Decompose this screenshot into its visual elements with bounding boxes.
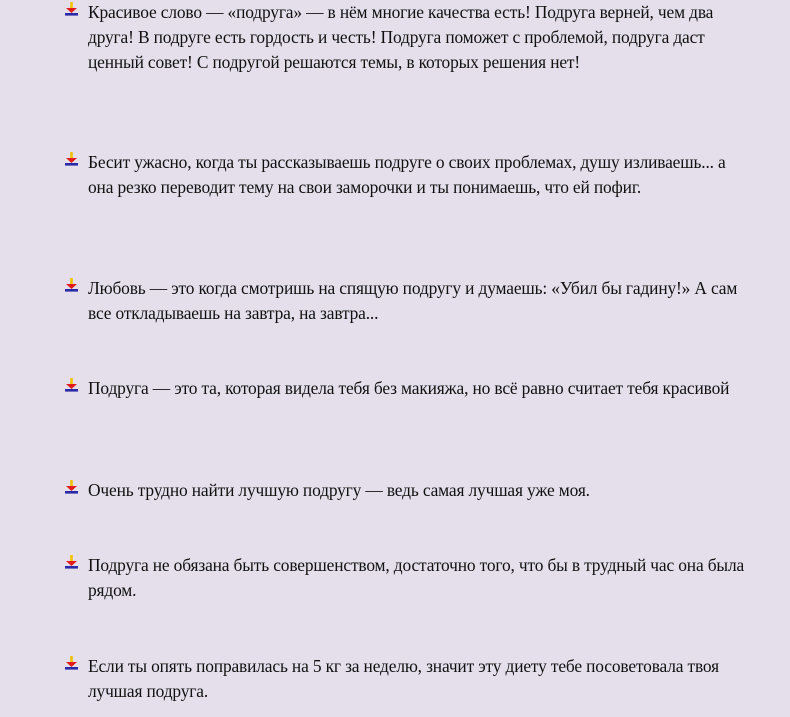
quote-text: Бесит ужасно, когда ты рассказываешь подруге о своих проблемах, душу изливаешь... а она резко переводит тему на свои заморочки и ты понимаешь, что ей пофиг. xyxy=(88,152,726,197)
quote-text: Любовь — это когда смотришь на спящую подругу и думаешь: «Убил бы гадину!» А сам все откладываешь на завтра, на завтра... xyxy=(88,278,738,323)
quote-text: Очень трудно найти лучшую подругу — ведь самая лучшая уже моя. xyxy=(88,480,590,500)
quote-item xyxy=(65,376,745,401)
quote-text: Красивое слово — «подруга» — в нём многие качества есть! Подруга верней, чем два друга! В подруге есть гордость и честь! Подруга поможет с проблемой, подруга даст ценный совет! С подругой решаются темы, в которых решения нет! xyxy=(88,2,714,72)
bullet-arrow-icon xyxy=(65,378,79,392)
bullet-arrow-icon xyxy=(65,480,79,494)
bullet-arrow-icon xyxy=(65,2,79,16)
quote-text: Если ты опять поправилась на 5 кг за неделю, значит эту диету тебе посоветовала твоя лучшая подруга. xyxy=(88,656,719,701)
quote-text: Подруга не обязана быть совершенством, достаточно того, что бы в трудный час она была рядом. xyxy=(88,555,745,600)
bullet-arrow-icon xyxy=(65,656,79,670)
quote-item xyxy=(65,0,745,75)
bullet-arrow-icon xyxy=(65,555,79,569)
quote-item xyxy=(65,478,745,503)
quote-item xyxy=(65,150,745,200)
quote-item xyxy=(65,654,745,704)
quote-item xyxy=(65,553,745,603)
quote-item xyxy=(65,276,745,326)
quote-text: Подруга — это та, которая видела тебя без макияжа, но всё равно считает тебя красивой xyxy=(88,378,730,398)
bullet-arrow-icon xyxy=(65,152,79,166)
bullet-arrow-icon xyxy=(65,278,79,292)
